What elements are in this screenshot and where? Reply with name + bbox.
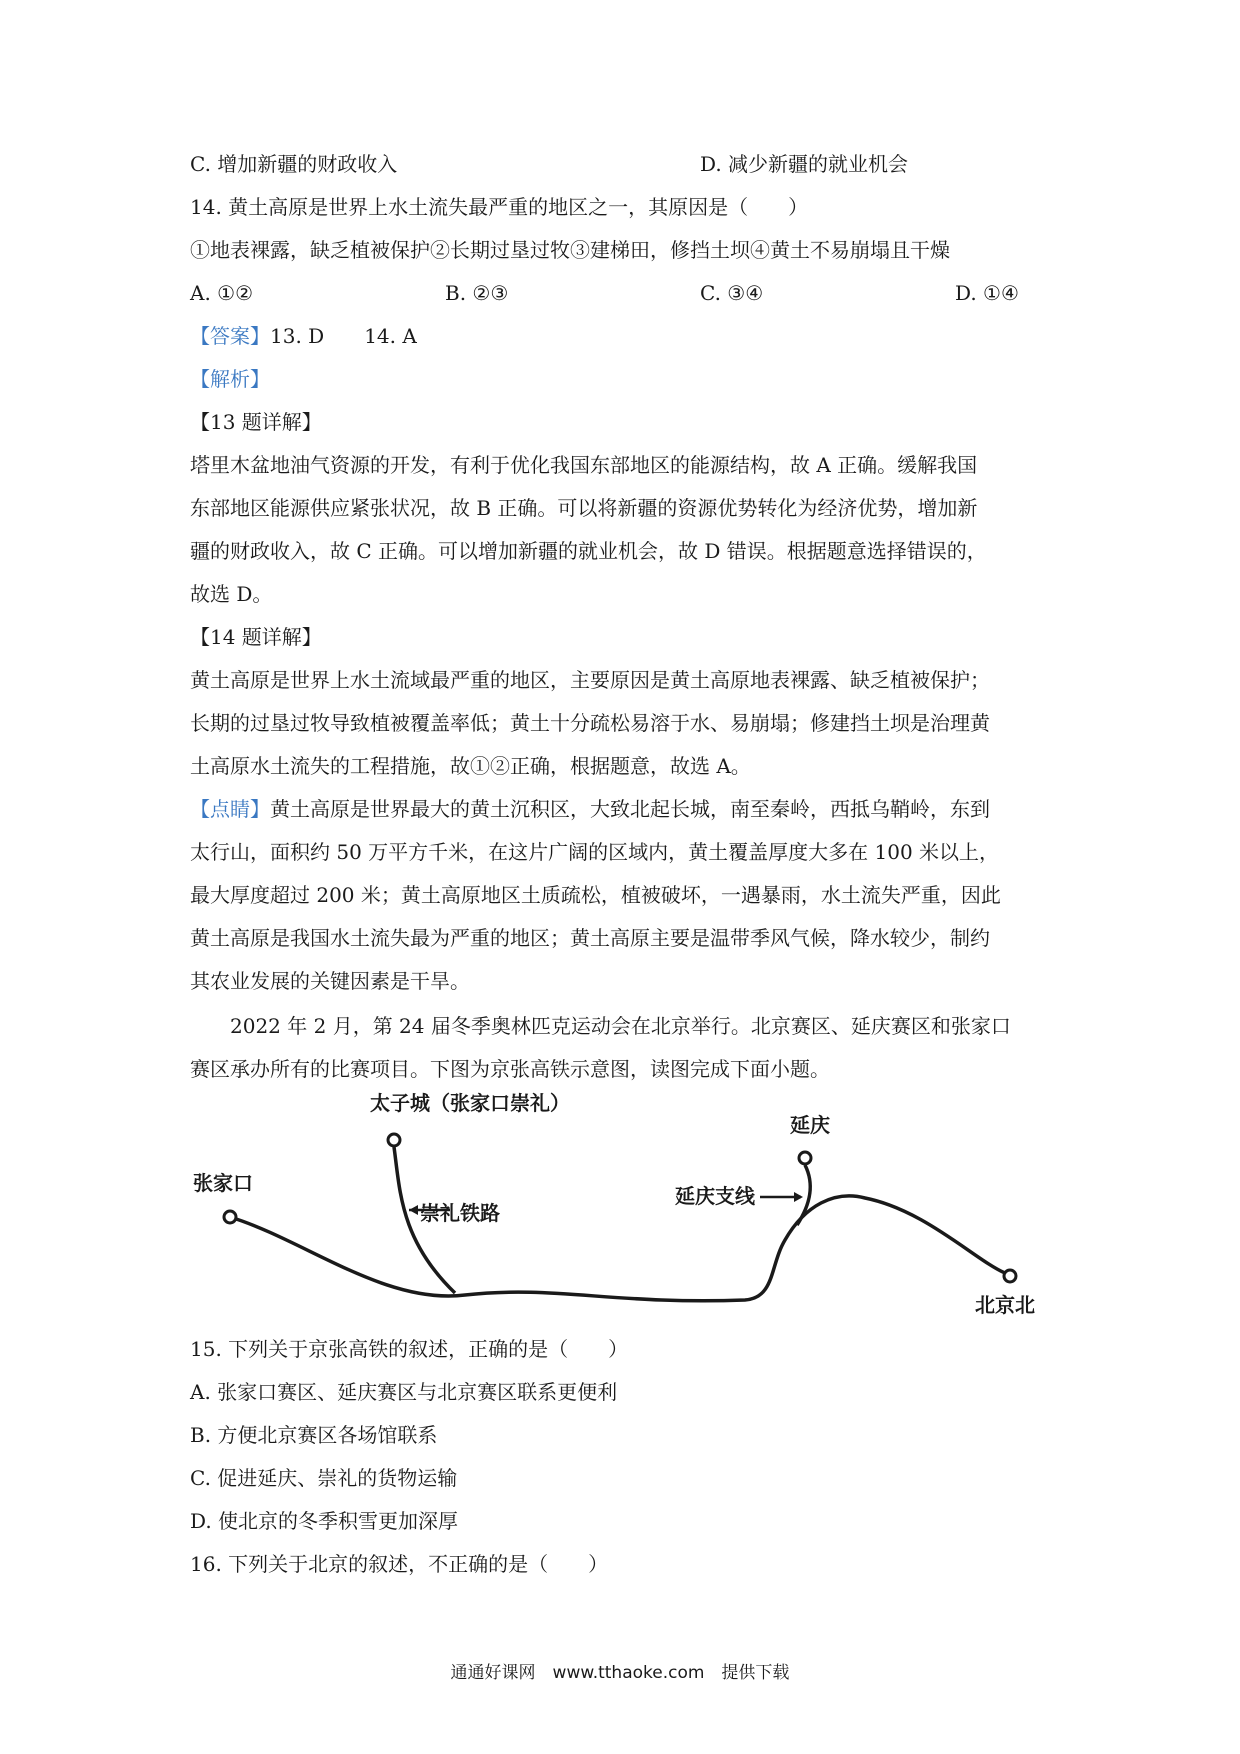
branch-arrow-head: [794, 1192, 803, 1202]
label-zhangjiakou: 张家口: [193, 1171, 253, 1195]
detail14-line: 土高原水土流失的工程措施，故①②正确，根据题意，故选 A。: [190, 754, 751, 778]
tips-line: 太行山，面积约 50 万平方千米，在这片广阔的区域内，黄土覆盖厚度大多在 100 米以上，: [190, 840, 1000, 864]
answer-tag: 【答案】: [190, 324, 270, 348]
detail13-line: 塔里木盆地油气资源的开发，有利于优化我国东部地区的能源结构，故 A 正确。缓解我国: [190, 453, 978, 477]
q15-stem: 15. 下列关于京张高铁的叙述，正确的是（ ）: [190, 1337, 629, 1361]
q14-items: ①地表裸露，缺乏植被保护②长期过垦过牧③建梯田，修挡土坝④黄土不易崩塌且干燥: [190, 238, 950, 262]
q14-option-b: B. ②③: [445, 281, 509, 305]
chongli-arrow-head: [409, 1205, 418, 1215]
tips-tag: 【点睛】: [190, 797, 270, 821]
answer-text: 13. D 14. A: [270, 324, 417, 348]
analysis-tag: 【解析】: [190, 367, 270, 391]
station-beijingbei: [1004, 1270, 1016, 1282]
railway-map: [185, 1090, 1055, 1320]
q13-option-c: C. 增加新疆的财政收入: [190, 152, 398, 176]
detail13-line: 疆的财政收入，故 C 正确。可以增加新疆的就业机会，故 D 错误。根据题意选择错误的，: [190, 539, 987, 563]
detail13-line: 东部地区能源供应紧张状况，故 B 正确。可以将新疆的资源优势转化为经济优势，增加新: [190, 496, 978, 520]
tips-first-line: [190, 795, 990, 823]
station-taizicheng: [388, 1134, 400, 1146]
q15-option-d: D. 使北京的冬季积雪更加深厚: [190, 1509, 459, 1533]
tips-first: 黄土高原是世界最大的黄土沉积区，大致北起长城，南至秦岭，西抵乌鞘岭，东到: [270, 797, 990, 821]
label-chongli-railway: 崇礼铁路: [420, 1201, 500, 1225]
label-yanqing: 延庆: [790, 1113, 830, 1137]
intro-line: 2022 年 2 月，第 24 届冬季奥林匹克运动会在北京举行。北京赛区、延庆赛区和张家口: [230, 1014, 1011, 1038]
detail14-line: 黄土高原是世界上水土流域最严重的地区，主要原因是黄土高原地表裸露、缺乏植被保护；: [190, 668, 990, 692]
station-zhangjiakou: [224, 1211, 236, 1223]
q14-option-a: A. ①②: [190, 281, 254, 305]
intro-line: 赛区承办所有的比赛项目。下图为京张高铁示意图，读图完成下面小题。: [190, 1057, 830, 1081]
q15-option-b: B. 方便北京赛区各场馆联系: [190, 1423, 438, 1447]
q16-stem: 16. 下列关于北京的叙述，不正确的是（ ）: [190, 1552, 609, 1576]
detail14-heading: 【14 题详解】: [190, 625, 322, 649]
label-taizicheng: 太子城（张家口崇礼）: [370, 1091, 570, 1115]
tips-line: 黄土高原是我国水土流失最为严重的地区；黄土高原主要是温带季风气候，降水较少，制约: [190, 926, 990, 950]
q15-option-a: A. 张家口赛区、延庆赛区与北京赛区联系更便利: [190, 1380, 618, 1404]
label-yanqing-branch: 延庆支线: [675, 1184, 755, 1208]
answer-line: [190, 322, 417, 350]
q14-option-d: D. ①④: [955, 281, 1019, 305]
page-footer: 通通好课网 www.tthaoke.com 提供下载: [450, 1663, 790, 1683]
detail14-line: 长期的过垦过牧导致植被覆盖率低；黄土十分疏松易溶于水、易崩塌；修建挡土坝是治理黄: [190, 711, 990, 735]
q15-option-c: C. 促进延庆、崇礼的货物运输: [190, 1466, 458, 1490]
q14-stem: 14. 黄土高原是世界上水土流失最严重的地区之一，其原因是（ ）: [190, 195, 809, 219]
detail13-heading: 【13 题详解】: [190, 410, 322, 434]
main-railway-line: [230, 1196, 1005, 1301]
q13-option-d: D. 减少新疆的就业机会: [700, 152, 909, 176]
detail13-line: 故选 D。: [190, 582, 273, 606]
q14-option-c: C. ③④: [700, 281, 764, 305]
station-yanqing: [799, 1152, 811, 1164]
tips-line: 最大厚度超过 200 米；黄土高原地区土质疏松，植被破坏，一遇暴雨，水土流失严重，因此: [190, 883, 1001, 907]
tips-line: 其农业发展的关键因素是干旱。: [190, 969, 470, 993]
label-beijingbei: 北京北: [975, 1293, 1035, 1317]
